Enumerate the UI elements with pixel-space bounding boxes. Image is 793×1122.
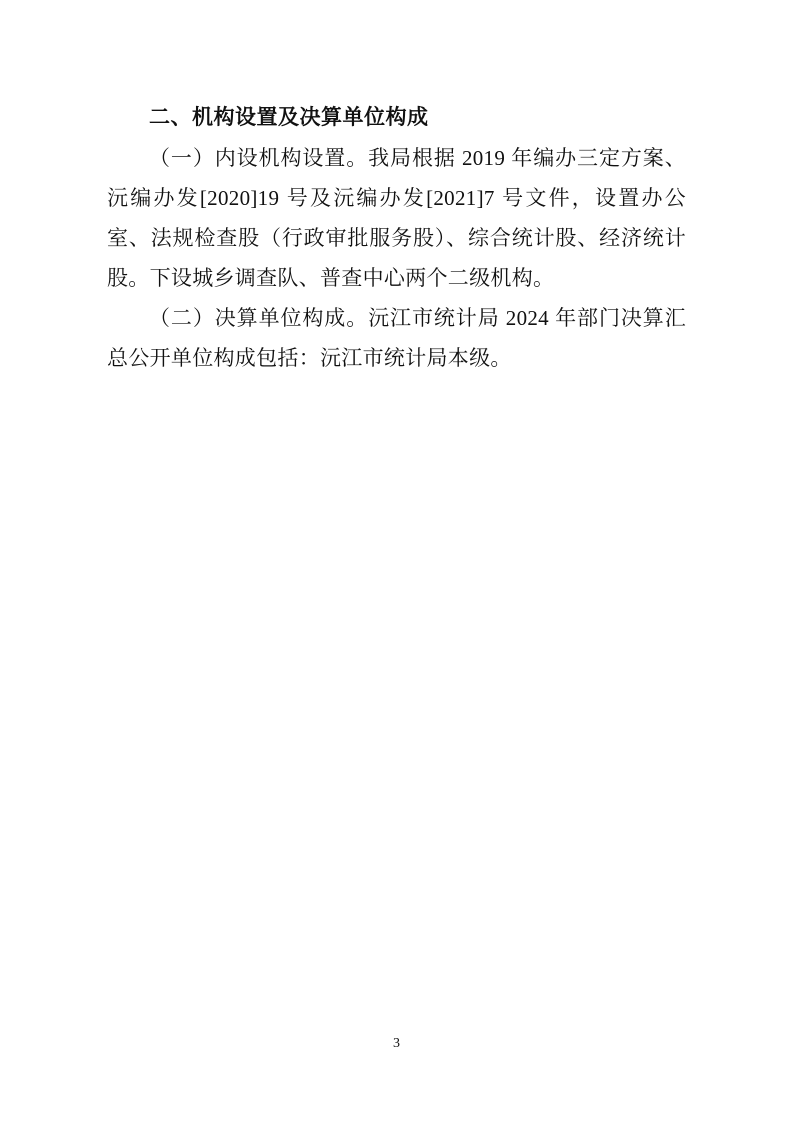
section-heading: 二、机构设置及决算单位构成: [149, 106, 429, 129]
paragraph-internal-org-setup: （一）内设机构设置。我局根据 2019 年编办三定方案、沅编办发[2020]19 号及沅编办发[2021]7 号文件，设置办公室、法规检查股（行政审批服务股）、综合统计股、经济统计股。下设城乡调查队、普查中心两个二级机构。: [107, 146, 686, 290]
document-body: [107, 98, 686, 378]
paragraph-budget-unit-composition: （二）决算单位构成。沅江市统计局 2024 年部门决算汇总公开单位构成包括：沅江市统计局本级。: [107, 306, 686, 370]
page-number: 3: [393, 1036, 400, 1051]
